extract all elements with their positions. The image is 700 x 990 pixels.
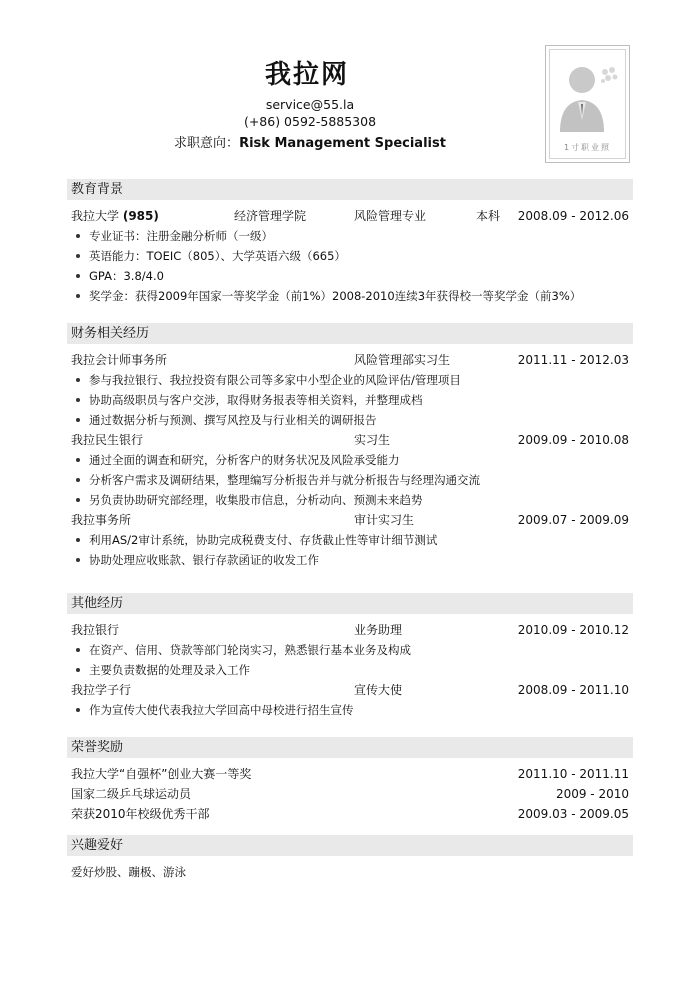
job-row [67, 680, 633, 700]
photo-caption: 1寸职业照 [563, 143, 612, 152]
list-item: 通过全面的调查和研究，分析客户的财务状况及风险承受能力 [67, 450, 633, 470]
section-title: 兴趣爱好 [67, 835, 633, 856]
job-role: 风险管理部实习生 [354, 353, 451, 367]
job-row [67, 430, 633, 450]
org-name: 我拉会计师事务所 [71, 353, 168, 367]
org-name: 我拉事务所 [71, 513, 132, 527]
job-role: 审计实习生 [354, 513, 415, 527]
list-item: 协助处理应收账款、银行存款函证的收发工作 [67, 550, 633, 570]
honor-row [67, 784, 633, 804]
section-title: 教育背景 [67, 179, 633, 200]
job-objective [0, 132, 620, 151]
honor-row [67, 804, 633, 824]
photo-frame [549, 49, 626, 159]
list-item: 通过数据分析与预测、撰写风控及与行业相关的调研报告 [67, 410, 633, 430]
date-range: 2009 - 2010 [555, 787, 629, 801]
person-silhouette-icon [550, 50, 627, 150]
org-name: 我拉学子行 [71, 683, 132, 697]
list-item: 协助高级职员与客户交涉，取得财务报表等相关资料，并整理成档 [67, 390, 633, 410]
education-row [67, 206, 633, 226]
list-item: GPA：3.8/4.0 [67, 266, 633, 286]
date-range: 2011.10 - 2011.11 [517, 767, 629, 781]
org-name: 我拉银行 [71, 623, 120, 637]
date-range: 2009.03 - 2009.05 [517, 807, 629, 821]
objective-label: 求职意向： [174, 136, 240, 151]
finance-experience-section [67, 323, 633, 570]
major-name: 风险管理专业 [354, 209, 427, 223]
list-item: 参与我拉银行、我拉投资有限公司等多家中小型企业的风险评估/管理项目 [67, 370, 633, 390]
education-section [67, 179, 633, 306]
other-experience-section [67, 593, 633, 720]
job-row [67, 350, 633, 370]
date-range: 2011.11 - 2012.03 [517, 353, 629, 367]
list-item: 分析客户需求及调研结果，整理编写分析报告并与就分析报告与经理沟通交流 [67, 470, 633, 490]
honor-text: 荣获2010年校级优秀干部 [71, 807, 210, 821]
list-item: 英语能力：TOEIC（805）、大学英语六级（665） [67, 246, 633, 266]
date-range: 2008.09 - 2012.06 [517, 209, 629, 223]
degree-name: 本科 [476, 209, 501, 223]
college-name: 经济管理学院 [234, 209, 307, 223]
section-title: 荣誉奖励 [67, 737, 633, 758]
section-title: 其他经历 [67, 593, 633, 614]
list-item: 主要负责数据的处理及录入工作 [67, 660, 633, 680]
hobbies-section [67, 835, 633, 882]
job-row [67, 510, 633, 530]
candidate-name: 我拉网 [265, 60, 350, 90]
job-row [67, 620, 633, 640]
org-name: 我拉民生银行 [71, 433, 144, 447]
job-role: 业务助理 [354, 623, 403, 637]
date-range: 2009.07 - 2009.09 [517, 513, 629, 527]
list-item: 另负责协助研究部经理，收集股市信息，分析动向、预测未来趋势 [67, 490, 633, 510]
honor-row [67, 764, 633, 784]
email-text: service@55.la [265, 97, 355, 112]
date-range: 2008.09 - 2011.10 [517, 683, 629, 697]
honor-text: 国家二级乒乓球运动员 [71, 787, 192, 801]
list-item: 专业证书：注册金融分析师（一级） [67, 226, 633, 246]
list-item: 在资产、信用、贷款等部门轮岗实习，熟悉银行基本业务及构成 [67, 640, 633, 660]
job-role: 宣传大使 [354, 683, 403, 697]
list-item: 奖学金：获得2009年国家一等奖学金（前1%）2008-2010连续3年获得校一等奖学金（前3%） [67, 286, 633, 306]
job-role: 实习生 [354, 433, 391, 447]
profile-photo [545, 45, 630, 163]
school-name: 我拉大学 (985) [71, 209, 159, 223]
objective-value: Risk Management Specialist [239, 136, 446, 151]
hobbies-text: 爱好炒股、蹦极、游泳 [71, 865, 186, 879]
honor-text: 我拉大学“自强杯”创业大赛一等奖 [71, 767, 252, 781]
resume-header [0, 0, 700, 175]
list-item: 利用AS/2审计系统，协助完成税费支付、存货截止性等审计细节测试 [67, 530, 633, 550]
honors-section [67, 737, 633, 824]
section-title: 财务相关经历 [67, 323, 633, 344]
date-range: 2009.09 - 2010.08 [517, 433, 629, 447]
list-item: 作为宣传大使代表我拉大学回高中母校进行招生宣传 [67, 700, 633, 720]
date-range: 2010.09 - 2010.12 [517, 623, 629, 637]
phone-text: (+86) 0592-5885308 [243, 114, 377, 129]
